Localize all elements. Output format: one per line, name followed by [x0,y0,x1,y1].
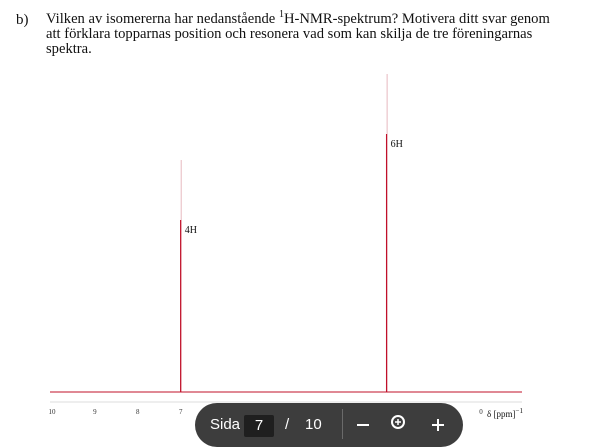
nmr-superscript: 1 [278,9,284,21]
peak-label: 6H [390,139,403,150]
question-label: b) [16,12,29,28]
question-text-start: Vilken av isomererna har nedanstående [46,11,279,27]
zoom-in-button[interactable] [425,409,451,435]
peaks [181,74,403,392]
current-page-input[interactable] [244,415,274,437]
pdf-viewer-toolbar [195,403,463,447]
x-axis-label: δ [ppm]$^{-1}$ [487,407,523,419]
fit-zoom-button[interactable] [385,409,411,435]
zoom-out-button[interactable] [350,409,376,435]
peak-label: 4H [184,225,197,236]
page-label: Sida [210,416,241,433]
tick-label: 0 [479,408,483,416]
toolbar-divider [342,409,343,439]
tick-label: 10 [48,408,56,416]
question-text-end: H-NMR-spektrum? Motivera ditt svar genom att förklara topparnas position och resonera vad som kan skilja de tre föreningarnas spektra. [46,11,550,57]
tick-label: 9 [93,408,97,416]
tick-label: 8 [136,408,140,416]
plus-icon [425,409,451,435]
tick-label: 7 [178,408,183,416]
total-pages: 10 [305,416,322,433]
zoom-icon [385,409,411,435]
minus-icon [350,409,376,435]
page-separator: / [285,416,290,433]
current-page-value: 7 [254,417,264,434]
